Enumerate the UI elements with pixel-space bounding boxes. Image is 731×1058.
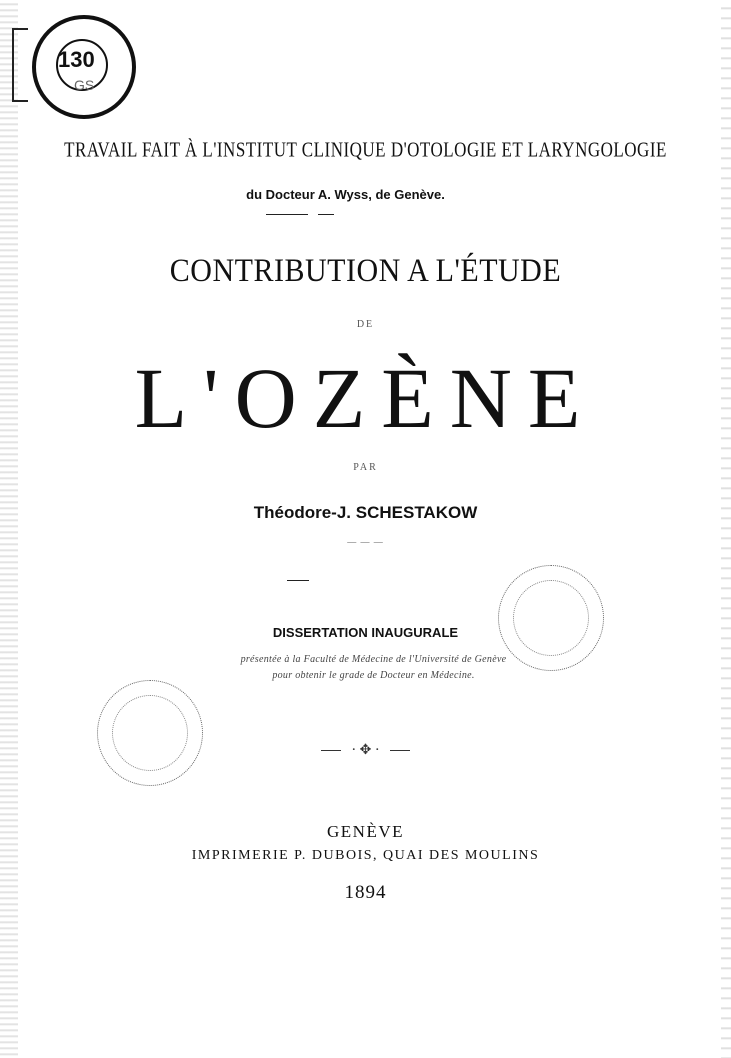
dissertation-label: DISSERTATION INAUGURALE [272, 625, 459, 640]
embossed-stamp-right [498, 565, 604, 671]
de-word: DE [356, 319, 375, 330]
ornament-divider: ⋅ ✥ ⋅ [0, 742, 731, 759]
author-name: Théodore-J. SCHESTAKOW [253, 503, 478, 522]
doctor-line: du Docteur A. Wyss, de Genève. [246, 187, 445, 202]
library-stamp-number: 130 [58, 47, 95, 72]
imprint-city: GENÈVE [327, 822, 404, 841]
main-title: L'OZÈNE [134, 350, 597, 446]
divider-rule [266, 214, 308, 215]
par-word: PAR [353, 462, 378, 473]
embossed-stamp-left [97, 680, 203, 786]
embossed-stamp-right-ring [513, 580, 589, 656]
embossed-stamp-left-ring [112, 695, 188, 771]
library-stamp [32, 15, 136, 119]
library-stamp-code: GS [74, 77, 95, 93]
author-origin: — — — [347, 537, 384, 547]
dissertation-text-2: pour obtenir le grade de Docteur en Médecine. [272, 670, 475, 681]
dissertation-text-1: présentée à la Faculté de Médecine de l'Université de Genève [240, 654, 507, 665]
imprint-printer: IMPRIMERIE P. DUBOIS, QUAI DES MOULINS [191, 848, 540, 863]
institute-line: TRAVAIL FAIT À L'INSTITUT CLINIQUE D'OTOLOGIE ET LARYNGOLOGIE [64, 137, 667, 162]
contribution-heading: CONTRIBUTION A L'ÉTUDE [169, 252, 562, 289]
stamp-bracket [12, 28, 28, 102]
imprint-year: 1894 [344, 882, 387, 903]
author-divider [287, 580, 309, 581]
divider-rule-short [318, 214, 334, 215]
